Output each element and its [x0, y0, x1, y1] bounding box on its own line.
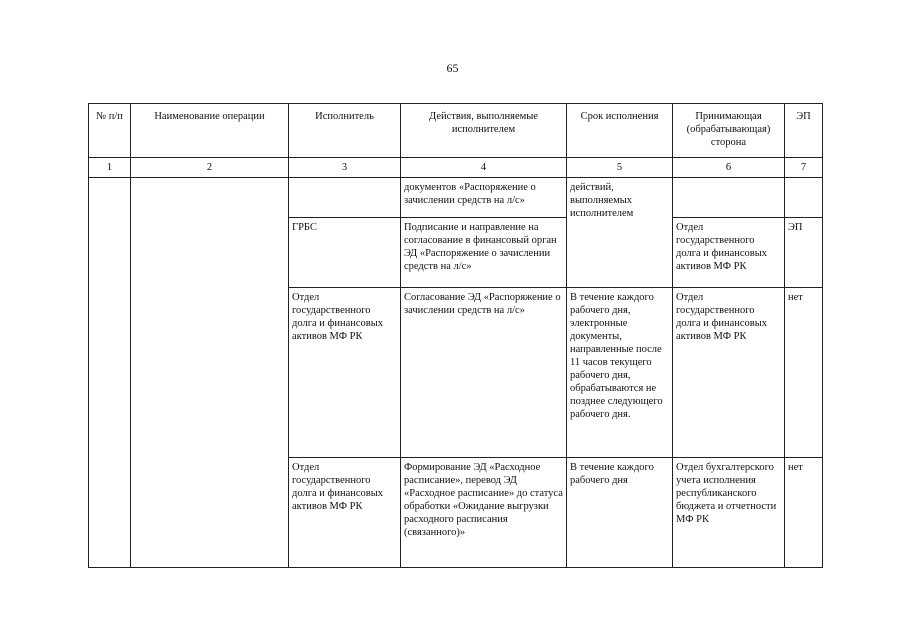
page-number: 65 — [446, 61, 459, 75]
number-cell — [89, 178, 131, 568]
column-number: 6 — [673, 158, 785, 178]
header-receiver: Принимающая (обрабатывающая) сторона — [673, 104, 785, 158]
executor-cell — [289, 178, 401, 218]
header-deadline: Срок исполнения — [567, 104, 673, 158]
header-executor: Исполнитель — [289, 104, 401, 158]
receiver-cell — [673, 178, 785, 218]
deadline-cell: В течение каждого рабочего дня, электронные документы, направленные после 11 часов текущего рабочего дня, обрабатываются не позднее следующего рабочего дня. — [567, 288, 673, 458]
column-number-row — [89, 158, 823, 178]
column-number: 3 — [289, 158, 401, 178]
header-operation-name: Наименование операции — [131, 104, 289, 158]
header-number: № п/п — [89, 104, 131, 158]
receiver-cell: Отдел государственного долга и финансовых активов МФ РК — [673, 218, 785, 288]
executor-cell: ГРБС — [289, 218, 401, 288]
operation-name-cell — [131, 178, 289, 568]
executor-cell: Отдел государственного долга и финансовых активов МФ РК — [289, 288, 401, 458]
action-cell: Согласование ЭД «Распоряжение о зачислении средств на л/с» — [401, 288, 567, 458]
receiver-cell: Отдел бухгалтерского учета исполнения республиканского бюджета и отчетности МФ РК — [673, 458, 785, 568]
header-ep: ЭП — [785, 104, 823, 158]
action-cell: Подписание и направление на согласование в финансовый орган ЭД «Распоряжение о зачислении средств на л/с» — [401, 218, 567, 288]
ep-cell: нет — [785, 458, 823, 568]
column-number: 5 — [567, 158, 673, 178]
header-actions: Действия, выполняемые исполнителем — [401, 104, 567, 158]
ep-cell — [785, 178, 823, 218]
executor-cell: Отдел государственного долга и финансовых активов МФ РК — [289, 458, 401, 568]
column-number: 1 — [89, 158, 131, 178]
deadline-cell: В течение каждого рабочего дня — [567, 458, 673, 568]
column-number: 4 — [401, 158, 567, 178]
deadline-cell: действий, выполняемых исполнителем — [567, 178, 673, 288]
header-row — [89, 104, 823, 158]
action-cell: Формирование ЭД «Расходное расписание», перевод ЭД «Расходное расписание» до статуса обработки «Ожидание выгрузки расходного расписания (связанного)» — [401, 458, 567, 568]
column-number: 2 — [131, 158, 289, 178]
ep-cell: ЭП — [785, 218, 823, 288]
operations-table — [88, 103, 823, 568]
receiver-cell: Отдел государственного долга и финансовых активов МФ РК — [673, 288, 785, 458]
column-number: 7 — [785, 158, 823, 178]
table-row — [89, 178, 823, 218]
ep-cell: нет — [785, 288, 823, 458]
action-cell: документов «Распоряжение о зачислении средств на л/с» — [401, 178, 567, 218]
